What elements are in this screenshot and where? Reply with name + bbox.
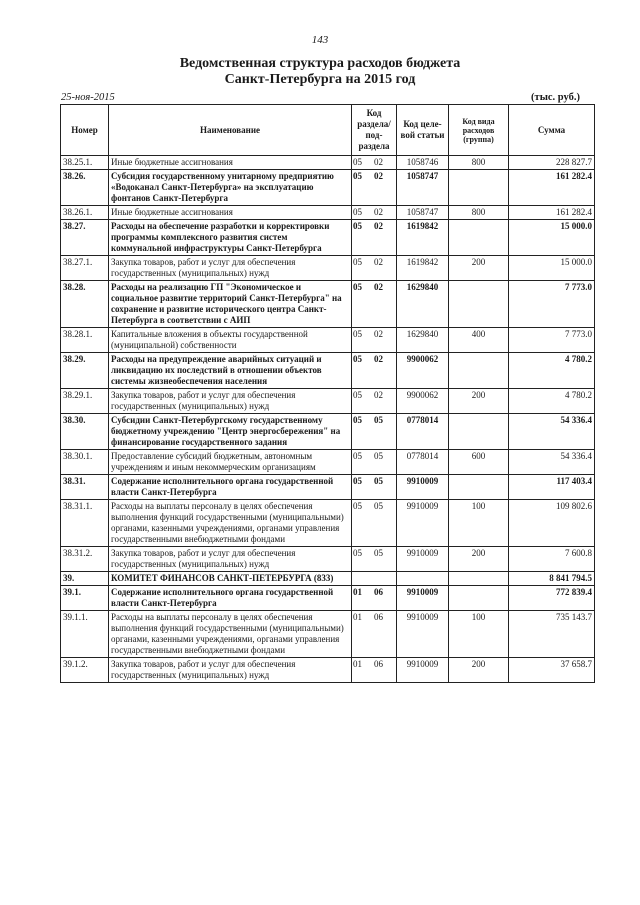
row-name: Предоставление субсидий бюджетным, автономным учреждениям и иным некоммерческим организациям bbox=[109, 450, 352, 475]
header-expense-kind-code: Код вида расходов (группа) bbox=[449, 105, 509, 156]
row-section-code bbox=[352, 220, 397, 256]
row-target-code: 9910009 bbox=[397, 586, 449, 611]
row-section-code bbox=[352, 586, 397, 611]
row-number: 38.28. bbox=[61, 281, 109, 328]
subsection-code: 02 bbox=[374, 390, 383, 400]
row-number: 39.1. bbox=[61, 586, 109, 611]
header-name: Наименование bbox=[109, 105, 352, 156]
subsection-code: 05 bbox=[374, 548, 383, 558]
row-number: 38.31.2. bbox=[61, 547, 109, 572]
row-expense-kind: 200 bbox=[449, 256, 509, 281]
subsection-code: 02 bbox=[374, 329, 383, 339]
row-sum: 228 827.7 bbox=[509, 156, 595, 170]
table-row bbox=[61, 156, 595, 170]
row-expense-kind: 100 bbox=[449, 500, 509, 547]
subsection-code: 05 bbox=[374, 451, 383, 461]
row-expense-kind: 800 bbox=[449, 156, 509, 170]
row-name: Иные бюджетные ассигнования bbox=[109, 156, 352, 170]
row-sum: 735 143.7 bbox=[509, 611, 595, 658]
row-section-code bbox=[352, 328, 397, 353]
row-number: 39.1.1. bbox=[61, 611, 109, 658]
row-target-code: 0778014 bbox=[397, 450, 449, 475]
row-name: КОМИТЕТ ФИНАНСОВ САНКТ-ПЕТЕРБУРГА (833) bbox=[109, 572, 352, 586]
row-expense-kind: 400 bbox=[449, 328, 509, 353]
row-name: Субсидия государственному унитарному предприятию «Водоканал Санкт-Петербурга» на эксплуатацию фонтанов Санкт-Петербурга bbox=[109, 170, 352, 206]
row-expense-kind: 800 bbox=[449, 206, 509, 220]
row-target-code: 9910009 bbox=[397, 547, 449, 572]
subsection-code: 06 bbox=[374, 587, 383, 597]
row-section-code bbox=[352, 658, 397, 683]
row-sum: 161 282.4 bbox=[509, 170, 595, 206]
row-target-code: 1619842 bbox=[397, 256, 449, 281]
row-target-code: 9910009 bbox=[397, 658, 449, 683]
table-row bbox=[61, 414, 595, 450]
row-sum: 8 841 794.5 bbox=[509, 572, 595, 586]
section-code: 05 bbox=[353, 476, 362, 486]
row-expense-kind: 200 bbox=[449, 389, 509, 414]
page-title bbox=[0, 56, 640, 88]
row-target-code bbox=[397, 572, 449, 586]
row-section-code bbox=[352, 611, 397, 658]
table-row bbox=[61, 206, 595, 220]
row-sum: 37 658.7 bbox=[509, 658, 595, 683]
subsection-code: 02 bbox=[374, 354, 383, 364]
row-target-code: 9910009 bbox=[397, 475, 449, 500]
table-row bbox=[61, 389, 595, 414]
table-row bbox=[61, 170, 595, 206]
section-code: 05 bbox=[353, 390, 362, 400]
subsection-code: 02 bbox=[374, 257, 383, 267]
row-expense-kind bbox=[449, 414, 509, 450]
section-code: 05 bbox=[353, 451, 362, 461]
row-target-code: 1619842 bbox=[397, 220, 449, 256]
row-section-code bbox=[352, 206, 397, 220]
table-row bbox=[61, 611, 595, 658]
table-header-row bbox=[61, 105, 595, 156]
row-number: 38.29.1. bbox=[61, 389, 109, 414]
subsection-code: 02 bbox=[374, 221, 383, 231]
section-code: 05 bbox=[353, 207, 362, 217]
row-target-code: 1629840 bbox=[397, 328, 449, 353]
row-expense-kind bbox=[449, 572, 509, 586]
row-sum: 4 780.2 bbox=[509, 353, 595, 389]
row-name: Расходы на выплаты персоналу в целях обеспечения выполнения функций государственными (муниципальными) органами, казенными учреждениями, органами управления государственными внебюджетными фондами bbox=[109, 611, 352, 658]
row-name: Закупка товаров, работ и услуг для обеспечения государственных (муниципальных) нужд bbox=[109, 658, 352, 683]
header-sum: Сумма bbox=[509, 105, 595, 156]
row-section-code bbox=[352, 281, 397, 328]
table-row bbox=[61, 256, 595, 281]
subsection-code: 06 bbox=[374, 612, 383, 622]
row-name: Закупка товаров, работ и услуг для обеспечения государственных (муниципальных) нужд bbox=[109, 547, 352, 572]
header-section-code: Код раздела/ под- раздела bbox=[352, 105, 397, 156]
section-code: 05 bbox=[353, 157, 362, 167]
row-target-code: 1058747 bbox=[397, 206, 449, 220]
row-expense-kind: 100 bbox=[449, 611, 509, 658]
row-sum: 4 780.2 bbox=[509, 389, 595, 414]
section-code: 01 bbox=[353, 612, 362, 622]
row-number: 38.31.1. bbox=[61, 500, 109, 547]
header-number: Номер bbox=[61, 105, 109, 156]
row-sum: 54 336.4 bbox=[509, 414, 595, 450]
section-code: 05 bbox=[353, 257, 362, 267]
title-line-1: Ведомственная структура расходов бюджета bbox=[179, 56, 461, 71]
section-code: 05 bbox=[353, 548, 362, 558]
table-row bbox=[61, 475, 595, 500]
subsection-code: 02 bbox=[374, 282, 383, 292]
row-number: 38.29. bbox=[61, 353, 109, 389]
section-code: 01 bbox=[353, 659, 362, 669]
table-row bbox=[61, 353, 595, 389]
row-expense-kind bbox=[449, 170, 509, 206]
row-name: Расходы на выплаты персоналу в целях обеспечения выполнения функций государственными (муниципальными) органами, казенными учреждениями, органами управления государственными внебюджетными фондами bbox=[109, 500, 352, 547]
table-row bbox=[61, 328, 595, 353]
title-line-2: Санкт-Петербурга на 2015 год bbox=[224, 72, 416, 87]
row-section-code bbox=[352, 389, 397, 414]
row-target-code: 9910009 bbox=[397, 500, 449, 547]
row-target-code: 0778014 bbox=[397, 414, 449, 450]
row-name: Содержание исполнительного органа государственной власти Санкт-Петербурга bbox=[109, 586, 352, 611]
row-target-code: 9900062 bbox=[397, 353, 449, 389]
row-sum: 7 773.0 bbox=[509, 328, 595, 353]
subsection-code: 06 bbox=[374, 659, 383, 669]
table-row bbox=[61, 450, 595, 475]
section-code: 05 bbox=[353, 501, 362, 511]
row-number: 38.28.1. bbox=[61, 328, 109, 353]
expenditure-table bbox=[60, 104, 595, 683]
row-number: 38.25.1. bbox=[61, 156, 109, 170]
row-name: Расходы на предупреждение аварийных ситуаций и ликвидацию их последствий в отношении объектов системы жизнеобеспечения населения bbox=[109, 353, 352, 389]
row-name: Субсидии Санкт-Петербургскому государственному бюджетному учреждению "Центр энергосбережения" на финансирование государственного задания bbox=[109, 414, 352, 450]
row-section-code bbox=[352, 450, 397, 475]
row-sum: 15 000.0 bbox=[509, 220, 595, 256]
section-code: 05 bbox=[353, 171, 362, 181]
units-label: (тыс. руб.) bbox=[531, 92, 580, 103]
row-expense-kind: 600 bbox=[449, 450, 509, 475]
subsection-code: 02 bbox=[374, 207, 383, 217]
row-number: 39.1.2. bbox=[61, 658, 109, 683]
table-row bbox=[61, 281, 595, 328]
row-expense-kind bbox=[449, 220, 509, 256]
row-sum: 7 600.8 bbox=[509, 547, 595, 572]
row-section-code bbox=[352, 500, 397, 547]
row-section-code bbox=[352, 414, 397, 450]
row-target-code: 9910009 bbox=[397, 611, 449, 658]
row-name: Иные бюджетные ассигнования bbox=[109, 206, 352, 220]
row-expense-kind bbox=[449, 353, 509, 389]
row-expense-kind bbox=[449, 475, 509, 500]
row-number: 39. bbox=[61, 572, 109, 586]
row-number: 38.30. bbox=[61, 414, 109, 450]
section-code: 05 bbox=[353, 354, 362, 364]
row-section-code bbox=[352, 170, 397, 206]
row-sum: 15 000.0 bbox=[509, 256, 595, 281]
row-section-code bbox=[352, 475, 397, 500]
subsection-code: 02 bbox=[374, 157, 383, 167]
row-number: 38.31. bbox=[61, 475, 109, 500]
section-code: 05 bbox=[353, 415, 362, 425]
row-number: 38.26. bbox=[61, 170, 109, 206]
page-number: 143 bbox=[311, 34, 329, 46]
row-sum: 54 336.4 bbox=[509, 450, 595, 475]
row-number: 38.30.1. bbox=[61, 450, 109, 475]
section-code: 05 bbox=[353, 329, 362, 339]
row-expense-kind: 200 bbox=[449, 547, 509, 572]
subsection-code: 05 bbox=[374, 415, 383, 425]
row-section-code bbox=[352, 256, 397, 281]
row-sum: 7 773.0 bbox=[509, 281, 595, 328]
row-sum: 772 839.4 bbox=[509, 586, 595, 611]
table-row bbox=[61, 572, 595, 586]
row-section-code bbox=[352, 547, 397, 572]
row-sum: 161 282.4 bbox=[509, 206, 595, 220]
row-target-code: 1058747 bbox=[397, 170, 449, 206]
row-number: 38.27. bbox=[61, 220, 109, 256]
row-name: Содержание исполнительного органа государственной власти Санкт-Петербурга bbox=[109, 475, 352, 500]
row-target-code: 1629840 bbox=[397, 281, 449, 328]
table-row bbox=[61, 500, 595, 547]
table-row bbox=[61, 547, 595, 572]
table-row bbox=[61, 586, 595, 611]
row-name: Капитальные вложения в объекты государственной (муниципальной) собственности bbox=[109, 328, 352, 353]
row-name: Расходы на реализацию ГП "Экономическое и социальное развитие территорий Санкт-Петербурга" на сохранение и развитие исторического центра Санкт-Петербурга в соответствии с АИП bbox=[109, 281, 352, 328]
row-sum: 117 403.4 bbox=[509, 475, 595, 500]
row-name: Закупка товаров, работ и услуг для обеспечения государственных (муниципальных) нужд bbox=[109, 389, 352, 414]
row-section-code bbox=[352, 353, 397, 389]
row-section-code bbox=[352, 572, 397, 586]
row-name: Закупка товаров, работ и услуг для обеспечения государственных (муниципальных) нужд bbox=[109, 256, 352, 281]
section-code: 05 bbox=[353, 221, 362, 231]
row-section-code bbox=[352, 156, 397, 170]
header-target-code: Код целе- вой статьи bbox=[397, 105, 449, 156]
subsection-code: 02 bbox=[374, 171, 383, 181]
subsection-code: 05 bbox=[374, 476, 383, 486]
document-date: 25-ноя-2015 bbox=[61, 92, 115, 103]
row-target-code: 1058746 bbox=[397, 156, 449, 170]
subsection-code: 05 bbox=[374, 501, 383, 511]
row-expense-kind: 200 bbox=[449, 658, 509, 683]
row-number: 38.27.1. bbox=[61, 256, 109, 281]
row-number: 38.26.1. bbox=[61, 206, 109, 220]
row-expense-kind bbox=[449, 281, 509, 328]
row-sum: 109 802.6 bbox=[509, 500, 595, 547]
row-expense-kind bbox=[449, 586, 509, 611]
table-row bbox=[61, 658, 595, 683]
section-code: 05 bbox=[353, 282, 362, 292]
row-name: Расходы на обеспечение разработки и корректировки программы комплексного развития систем коммунальной инфраструктуры Санкт-Петербурга bbox=[109, 220, 352, 256]
section-code: 01 bbox=[353, 587, 362, 597]
table-row bbox=[61, 220, 595, 256]
row-target-code: 9900062 bbox=[397, 389, 449, 414]
